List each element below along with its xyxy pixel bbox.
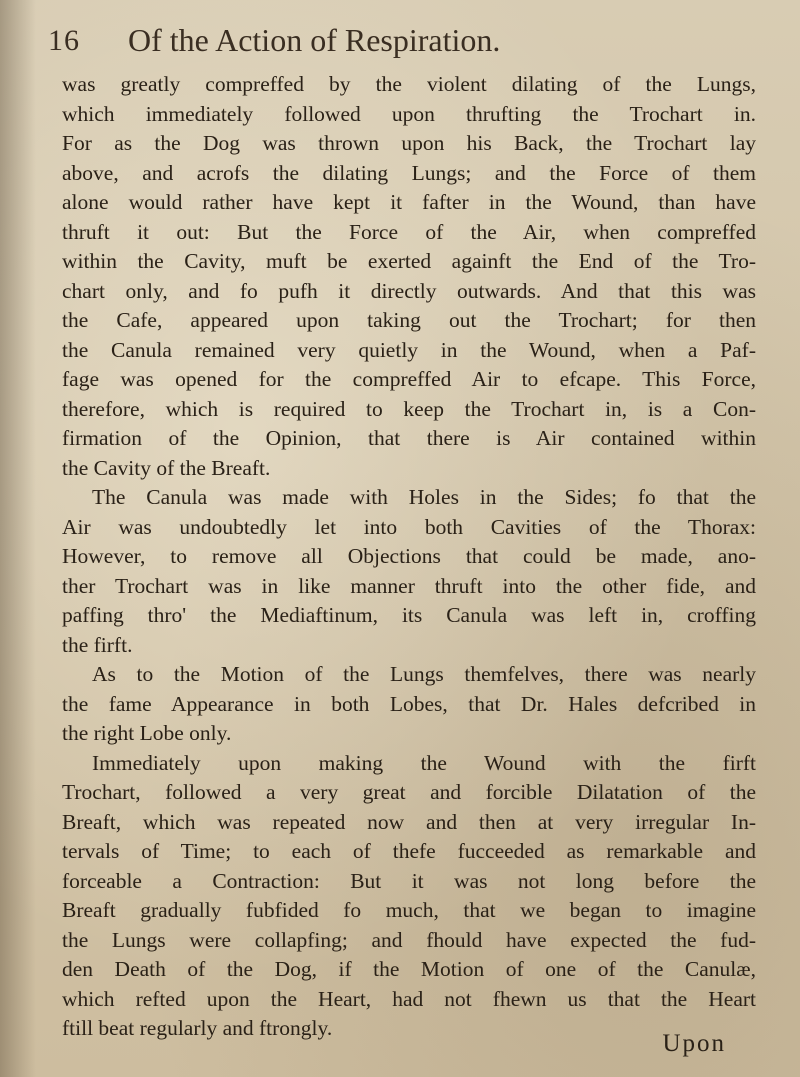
text-line: the Canula remained very quietly in the Wound, when a Paf-	[62, 337, 756, 362]
text-line: therefore, which is required to keep the Trochart in, is a Con-	[62, 396, 756, 421]
text-line: Breaft gradually fubfided fo much, that we began to imagine	[62, 898, 756, 922]
text-line: above, and acrofs the dilating Lungs; and the Force of them	[62, 160, 756, 185]
text-line: thruft it out: But the Force of the Air, when compreffed	[62, 219, 756, 244]
catchword: Upon	[662, 1030, 726, 1057]
text-line: forceable a Contraction: But it was not long before the	[62, 868, 756, 893]
text-line: the right Lobe only.	[62, 721, 232, 745]
text-line: was greatly compreffed by the violent dilating of the Lungs,	[62, 72, 756, 96]
body-text	[62, 70, 756, 1044]
text-line: alone would rather have kept it fafter in the Wound, than have	[62, 190, 756, 214]
text-line: chart only, and fo pufh it directly outwards. And that this was	[62, 278, 756, 303]
page-number: 16	[48, 24, 80, 57]
text-line: the fame Appearance in both Lobes, that Dr. Hales defcribed in	[62, 691, 756, 716]
running-head	[48, 16, 760, 66]
text-line: tervals of Time; to each of thefe fucceeded as remarkable and	[62, 839, 756, 863]
running-title: Of the Action of Respiration.	[128, 22, 501, 58]
text-line: within the Cavity, muft be exerted againft the End of the Tro-	[62, 249, 756, 273]
text-line: den Death of the Dog, if the Motion of one of the Canulæ,	[62, 957, 756, 981]
text-line: As to the Motion of the Lungs themfelves, there was nearly	[92, 662, 756, 686]
text-line: For as the Dog was thrown upon his Back, the Trochart lay	[62, 131, 756, 155]
text-line: However, to remove all Objections that could be made, ano-	[62, 544, 756, 568]
text-line: the Lungs were collapfing; and fhould have expected the fud-	[62, 927, 756, 952]
text-line: ther Trochart was in like manner thruft into the other fide, and	[62, 573, 756, 598]
text-line: which immediately followed upon thrufting the Trochart in.	[62, 101, 756, 126]
text-line: Trochart, followed a very great and forcible Dilatation of the	[62, 780, 756, 804]
text-line: the Cafe, appeared upon taking out the Trochart; for then	[62, 308, 756, 332]
text-line: which refted upon the Heart, had not fhewn us that the Heart	[62, 986, 756, 1011]
text-line: paffing thro' the Mediaftinum, its Canula was left in, croffing	[62, 603, 756, 627]
text-line: Breaft, which was repeated now and then at very irregular In-	[62, 809, 756, 834]
text-line: Immediately upon making the Wound with the firft	[92, 750, 756, 775]
text-line: the firft.	[62, 632, 133, 657]
text-line: ftill beat regularly and ftrongly.	[62, 1016, 333, 1040]
text-line: Air was undoubtedly let into both Cavities of the Thorax:	[62, 514, 756, 539]
text-line: The Canula was made with Holes in the Sides; fo that the	[92, 485, 756, 509]
text-line: firmation of the Opinion, that there is Air contained within	[62, 426, 756, 450]
text-line: fage was opened for the compreffed Air to efcape. This Force,	[62, 367, 756, 391]
text-line: the Cavity of the Breaft.	[62, 455, 271, 480]
